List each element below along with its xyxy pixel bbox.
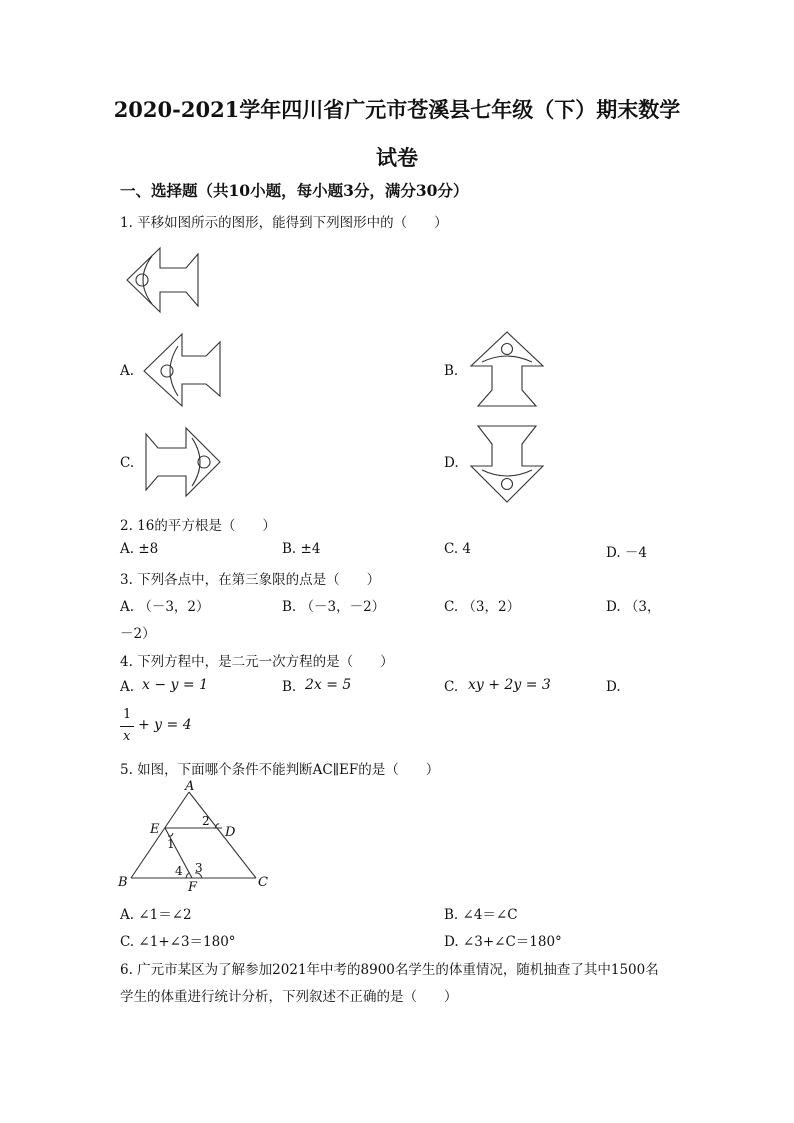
- fish-head-arc: [482, 356, 532, 362]
- q3-option-d-wrap: －2）: [120, 626, 156, 642]
- question-5-stem: 5. 如图，下面哪个条件不能判断AC∥EF的是（ ）: [120, 762, 440, 778]
- q1-option-c-figure[interactable]: [142, 424, 224, 502]
- q2-option-a[interactable]: A. ±8: [120, 541, 159, 557]
- q1-option-d-figure[interactable]: [468, 422, 546, 504]
- page-title: 2020-2021学年四川省广元市苍溪县七年级（下）期末数学: [113, 97, 681, 122]
- fish-head-arc: [192, 438, 200, 486]
- question-1-original-figure: [120, 242, 210, 320]
- q5-option-a[interactable]: A. ∠1＝∠2: [120, 907, 192, 923]
- q5-option-d[interactable]: D. ∠3+∠C＝180°: [444, 934, 562, 950]
- q5-option-c[interactable]: C. ∠1+∠3＝180°: [120, 934, 236, 950]
- q1-option-c-label: C.: [120, 455, 135, 471]
- q1-option-d-label: D.: [444, 455, 459, 471]
- question-3-stem: 3. 下列各点中，在第三象限的点是（ ）: [120, 572, 381, 588]
- question-6-stem-line2: 学生的体重进行统计分析，下列叙述不正确的是（ ）: [120, 989, 458, 1005]
- q4-option-a-equation[interactable]: x − y = 1: [142, 677, 208, 693]
- q1-option-a-figure[interactable]: [142, 332, 224, 410]
- label-B: B: [118, 875, 128, 890]
- q1-option-b-figure[interactable]: [468, 330, 546, 412]
- q2-option-d[interactable]: D. －4: [606, 545, 648, 561]
- label-A: A: [185, 779, 195, 794]
- q4-option-d-numerator: 1: [123, 707, 132, 722]
- q4-option-b-label: B.: [282, 679, 297, 695]
- question-2-stem: 2. 16的平方根是（ ）: [120, 518, 276, 534]
- q4-option-b-equation[interactable]: 2x = 5: [305, 677, 352, 693]
- fish-head-arc: [170, 346, 178, 396]
- label-F: F: [188, 880, 198, 895]
- q4-option-d-rest[interactable]: + y = 4: [138, 717, 192, 733]
- q3-option-c[interactable]: C. （3，2）: [444, 599, 521, 615]
- q4-option-a-label: A.: [120, 679, 135, 695]
- fish-eye: [502, 479, 513, 490]
- fish-outline: [471, 426, 543, 502]
- label-angle-1: 1: [167, 837, 175, 851]
- label-D: D: [225, 825, 236, 840]
- label-E: E: [150, 822, 160, 837]
- q3-option-d[interactable]: D. （3，: [606, 599, 661, 615]
- label-angle-4: 4: [175, 864, 183, 878]
- q2-option-c[interactable]: C. 4: [444, 541, 472, 557]
- question-1-stem: 1. 平移如图所示的图形，能得到下列图形中的（ ）: [120, 215, 448, 231]
- label-C: C: [258, 875, 268, 890]
- fish-eye: [502, 344, 513, 355]
- fish-eye: [136, 274, 148, 286]
- fish-outline: [127, 248, 198, 312]
- q2-option-b[interactable]: B. ±4: [282, 541, 321, 557]
- page-title-line2: 试卷: [376, 145, 418, 170]
- section-heading: 一、选择题（共10小题，每小题3分，满分30分）: [120, 181, 469, 200]
- q1-option-a-label: A.: [120, 363, 135, 379]
- q4-option-c-label: C.: [444, 679, 459, 695]
- q4-option-c-equation[interactable]: xy + 2y = 3: [468, 677, 551, 693]
- q1-option-b-label: B.: [444, 363, 459, 379]
- q4-option-d-denominator: x: [123, 729, 131, 744]
- question-5-figure: [116, 779, 276, 895]
- q4-option-d-fraction-bar: [120, 726, 134, 727]
- q3-option-b[interactable]: B. （－3，－2）: [282, 599, 386, 615]
- fish-eye: [161, 365, 173, 377]
- question-6-stem-line1: 6. 广元市某区为了解参加2021年中考的8900名学生的体重情况，随机抽查了其中1500名: [120, 962, 659, 978]
- label-angle-2: 2: [202, 814, 210, 828]
- fish-outline: [146, 428, 220, 496]
- fish-head-arc: [482, 470, 532, 476]
- question-4-stem: 4. 下列方程中，是二元一次方程的是（ ）: [120, 654, 394, 670]
- fish-outline: [144, 334, 220, 406]
- q3-option-a[interactable]: A. （－3，2）: [120, 599, 210, 615]
- q4-option-d-label: D.: [606, 679, 621, 695]
- q5-option-b[interactable]: B. ∠4＝∠C: [444, 907, 518, 923]
- label-angle-3: 3: [195, 861, 203, 875]
